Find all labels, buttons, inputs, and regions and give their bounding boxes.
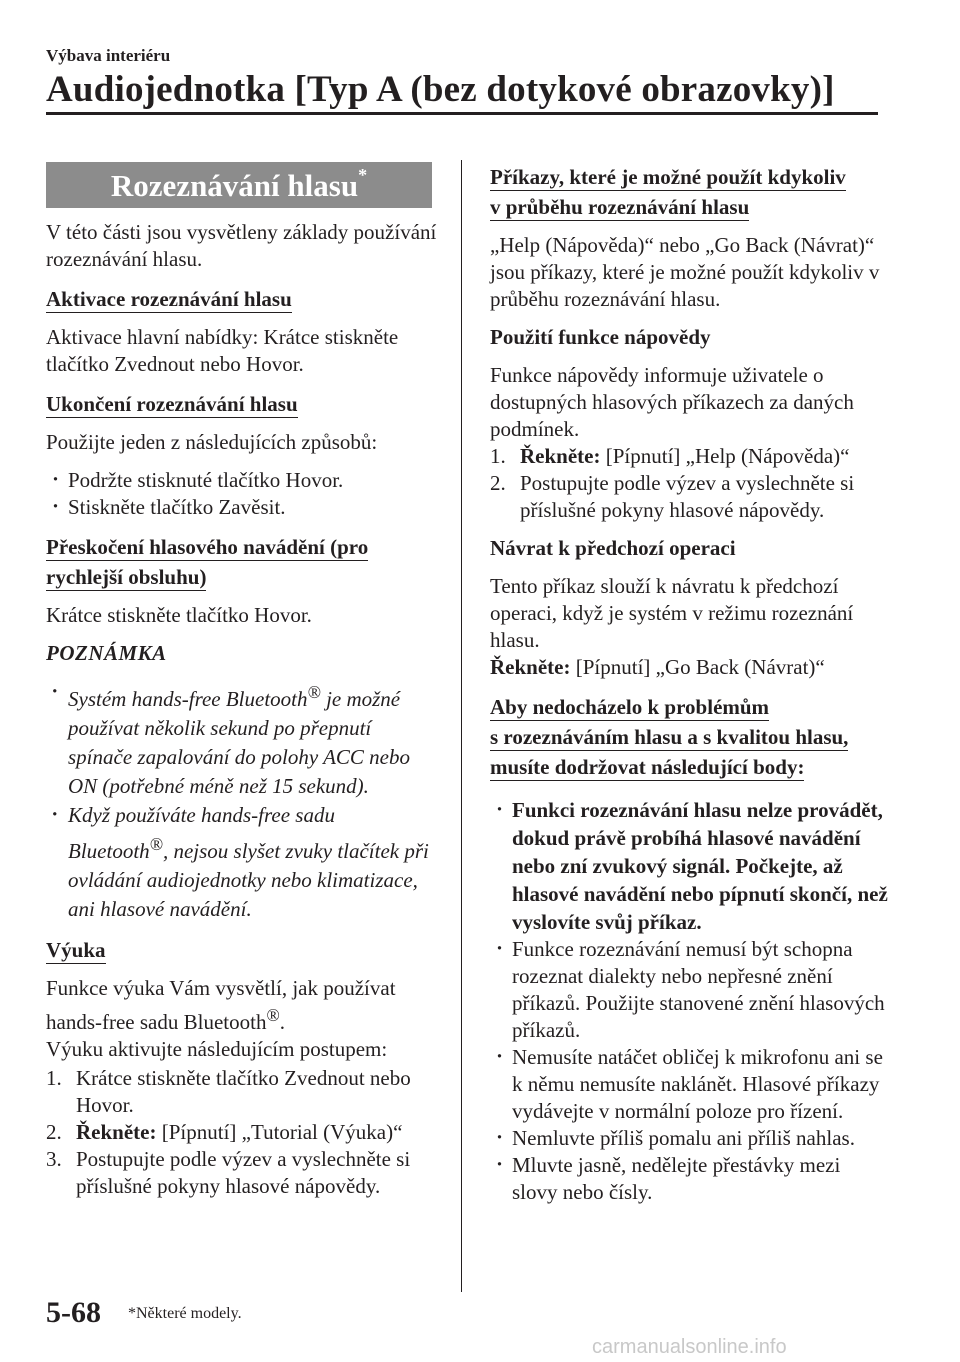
intro-text: V této části jsou vysvětleny základy používání rozeznávání hlasu. <box>46 220 437 271</box>
section-banner <box>46 162 432 208</box>
left-column <box>46 162 438 1211</box>
note-heading: POZNÁMKA <box>46 641 167 665</box>
tutorial-steps <box>46 1065 438 1200</box>
heading-tutorial: Výuka <box>46 938 106 962</box>
step-item: 3. Postupujte podle výzev a vyslechněte si příslušné pokyny hlasové nápovědy. <box>46 1147 411 1198</box>
page-number: 5-68 <box>46 1296 101 1329</box>
step-item: 1. Řekněte: [Pípnutí] „Help (Nápověda)“ <box>490 444 850 468</box>
termination-list <box>46 467 438 521</box>
section-label: Výbava interiéru <box>46 46 171 65</box>
go-back-text: Tento příkaz slouží k návratu k předchozí operaci, když je systém v režimu rozeznání hlasu. <box>490 574 854 652</box>
tip-item: · Nemusíte natáčet obličej k mikrofonu ani se k němu nemusíte naklánět. Hlasové příkazy vydávejte v normální poloze pro řízení. <box>490 1044 890 1125</box>
step-item: 1. Krátce stiskněte tlačítko Zvednout nebo Hovor. <box>46 1066 411 1117</box>
heading-help: Použití funkce nápovědy <box>490 325 711 349</box>
page-title: Audiojednotka [Typ A (bez dotykové obrazovky)] <box>46 69 835 110</box>
tips-list <box>490 796 890 1206</box>
watermark: carmanualsonline.info <box>592 1336 787 1358</box>
tip-item: · Nemluvte příliš pomalu ani příliš nahlas. <box>490 1125 890 1152</box>
banner-mark: * <box>358 164 368 185</box>
header-rule <box>46 112 878 115</box>
heading-go-back: Návrat k předchozí operaci <box>490 536 736 560</box>
list-item: · Podržte stisknuté tlačítko Hovor. <box>46 467 438 494</box>
footnote: *Některé modely. <box>128 1305 242 1322</box>
column-divider <box>461 160 462 1292</box>
step-item: 2. Řekněte: [Pípnutí] „Tutorial (Výuka)“ <box>46 1120 403 1144</box>
heading-termination: Ukončení rozeznávání hlasu <box>46 392 298 416</box>
skip-text: Krátce stiskněte tlačítko Hovor. <box>46 603 312 627</box>
note-list <box>46 678 438 924</box>
note-item: · Když používáte hands-free sadu Bluetooth®, nejsou slyšet zvuky tlačítek při ovládání audiojednotky nebo klimatizace, ani hlasové navádění. <box>46 801 438 924</box>
tip-item: · Mluvte jasně, nedělejte přestávky mezi slovy nebo čísly. <box>490 1152 890 1206</box>
banner-title: Rozeznávání hlasu <box>110 167 359 203</box>
tip-item: · Funkce rozeznávání nemusí být schopna rozeznat dialekty nebo nepřesné znění příkazů. Použijte stanovené znění hlasových příkazů. <box>490 936 890 1044</box>
commands-text: „Help (Nápověda)“ nebo „Go Back (Návrat)“ jsou příkazy, které je možné použít kdykoliv v průběhu rozeznávání hlasu. <box>490 233 880 311</box>
heading-skip-guidance: Přeskočení hlasového navádění (pro rychlejší obsluhu) <box>46 535 369 589</box>
tip-item: · Funkci rozeznávání hlasu nelze provádět, dokud právě probíhá hlasové navádění nebo zní zvukový signál. Počkejte, až hlasové navádění nebo pípnutí skončí, než vyslovíte svůj příkaz. <box>490 796 890 936</box>
tutorial-text: Funkce výuka Vám vysvětlí, jak používat hands-free sadu Bluetooth®. <box>46 976 396 1034</box>
activation-text: Aktivace hlavní nabídky: Krátce stiskněte tlačítko Zvednout nebo Hovor. <box>46 325 399 376</box>
list-item: · Stiskněte tlačítko Zavěsit. <box>46 494 438 521</box>
tutorial-text-2: Výuku aktivujte následujícím postupem: <box>46 1037 388 1061</box>
right-column <box>490 162 890 1217</box>
heading-activation: Aktivace rozeznávání hlasu <box>46 287 292 311</box>
termination-text: Použijte jeden z následujících způsobů: <box>46 430 378 454</box>
go-back-say: Řekněte: [Pípnutí] „Go Back (Návrat)“ <box>490 655 825 679</box>
heading-commands: Příkazy, které je možné použít kdykoliv v průběhu rozeznávání hlasu <box>490 165 846 219</box>
help-steps <box>490 443 890 524</box>
help-text: Funkce nápovědy informuje uživatele o dostupných hlasových příkazech za daných podmínek. <box>490 363 854 441</box>
note-item: · Systém hands-free Bluetooth® je možné používat několik sekund po přepnutí spínače zapalování do polohy ACC nebo ON (potřebné méně než 15 sekund). <box>46 678 438 801</box>
heading-avoid-problems: Aby nedocházelo k problémům s rozeznáváním hlasu a s kvalitou hlasu, musíte dodržovat následující body: <box>490 695 849 779</box>
step-item: 2. Postupujte podle výzev a vyslechněte si příslušné pokyny hlasové nápovědy. <box>490 471 855 522</box>
